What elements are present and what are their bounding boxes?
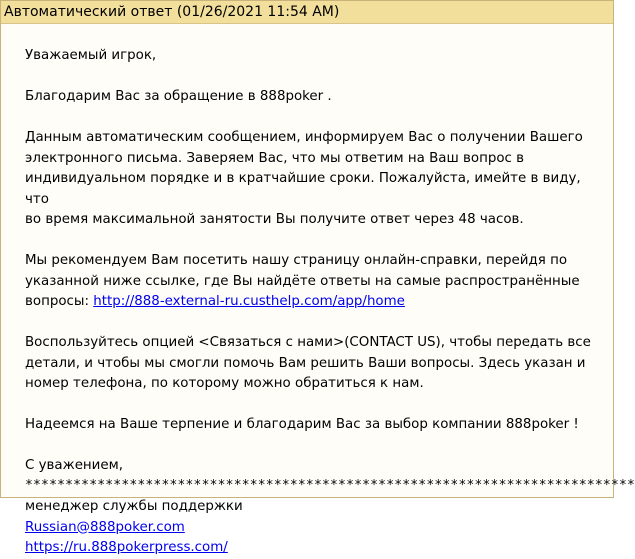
signature-block [25, 497, 599, 559]
help-link[interactable]: http://888-external-ru.custhelp.com/app/home [93, 294, 405, 309]
paragraph-help [25, 251, 599, 313]
paragraph-help-line-2: указанной ниже ссылке, где Вы найдёте ответы на самые распространённые [25, 273, 580, 289]
paragraph-help-line-3-prefix: вопросы: [25, 294, 94, 309]
separator-line: **************************************************************************** [25, 478, 635, 493]
paragraph-receipt-line-1: Данным автоматическим сообщением, информируем Вас о получении Вашего [25, 130, 583, 145]
paragraph-help-line-1: Мы рекомендуем Вам посетить нашу страницу онлайн-справки, перейдя по [25, 253, 568, 268]
closing-thanks: Надеемся на Ваше терпение и благодарим Вас за выбор компании 888poker ! [25, 417, 579, 432]
regards: С уважением, [25, 458, 123, 473]
greeting: Уважаемый игрок, [25, 48, 157, 63]
paragraph-receipt-line-3: индивидуальном порядке и в кратчайшие сроки. Пожалуйста, имейте в виду, что [25, 171, 581, 207]
paragraph-contact-line-2: детали, и чтобы мы смогли помочь Вам решить Ваши вопросы. Здесь указан и [25, 355, 586, 371]
paragraph-contact-line-3: номер телефона, по которому можно обратиться к нам. [25, 376, 424, 391]
paragraph-contact [25, 333, 599, 395]
signature-title: менеджер службы поддержки [25, 499, 243, 514]
thanks-line: Благодарим Вас за обращение в 888poker . [25, 89, 332, 104]
site-link[interactable]: https://ru.888pokerpress.com/ [25, 540, 228, 555]
email-link[interactable]: Russian@888poker.com [25, 519, 185, 535]
paragraph-contact-line-1: Воспользуйтесь опцией <Связаться с нами>(CONTACT US), чтобы передать все [25, 335, 591, 350]
auto-reply-header: Автоматический ответ (01/26/2021 11:54 AM) [1, 1, 613, 24]
paragraph-receipt [25, 128, 599, 231]
paragraph-receipt-line-4: во время максимальной занятости Вы получите ответ через 48 часов. [25, 212, 524, 227]
paragraph-receipt-line-2: электронного письма. Заверяем Вас, что мы ответим на Ваш вопрос в [25, 150, 525, 166]
